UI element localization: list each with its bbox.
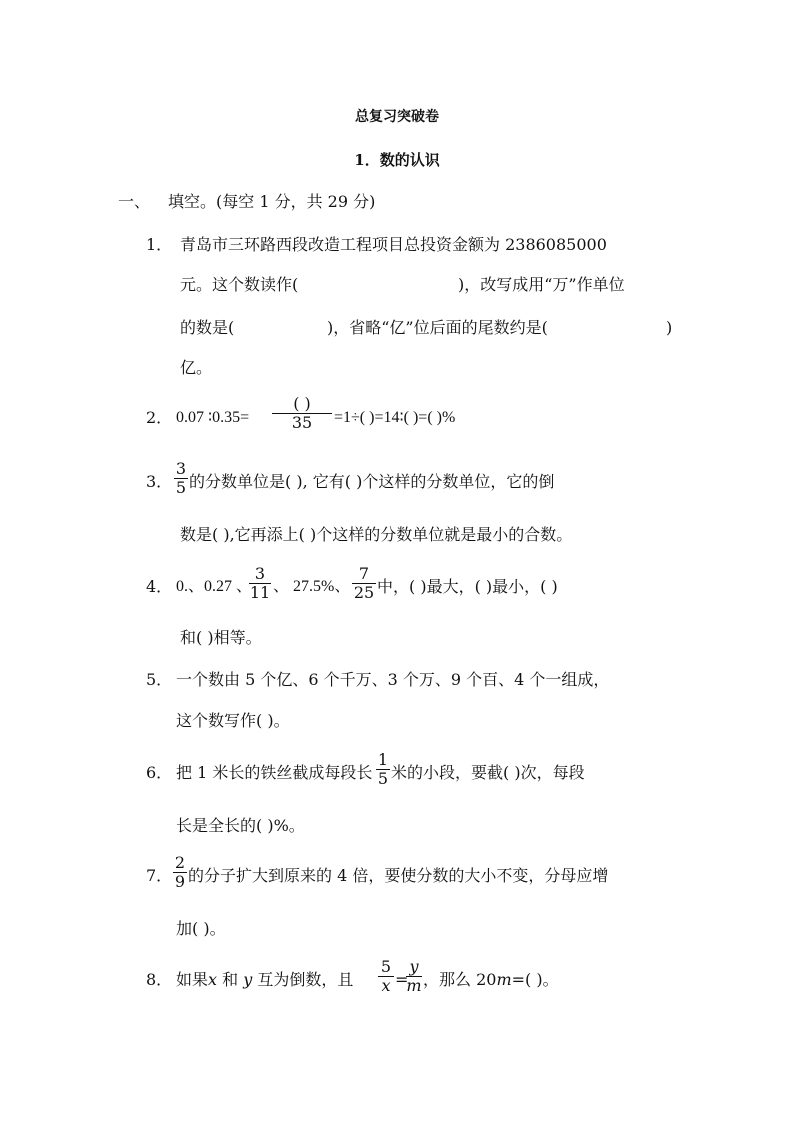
q8-var-x: x [208, 970, 218, 989]
page-title: 总复习突破卷 [355, 109, 439, 125]
q1-line3b: )，省略“亿”位后面的尾数约是( [327, 318, 548, 337]
q2-ratio: 0.07 ∶0.35= [176, 409, 250, 426]
q1-line1: 青岛市三环路西段改造工程项目总投资金额为 2386085000 [180, 235, 607, 254]
q4-fraction-2 [352, 565, 376, 602]
q2-fraction [272, 395, 332, 432]
q7-number: 7． [146, 866, 173, 885]
q6-fraction-denominator: 5 [377, 769, 389, 788]
q8-equals: = [395, 970, 409, 989]
q5-line2: 这个数写作( )。 [176, 711, 290, 730]
q4-part-c: 中，( )最大，( )最小，( ) [377, 577, 558, 596]
q8-fraction-2 [406, 958, 422, 995]
q8-fraction-1-numerator: 5 [380, 957, 392, 976]
q2-equation: =1÷( )=14∶( )=( )% [334, 409, 456, 426]
q8-fraction-2-numerator: y [409, 957, 419, 976]
q6-number: 6． [146, 763, 173, 782]
q7-fraction-numerator: 2 [174, 853, 186, 872]
q4-number: 4． [146, 577, 173, 596]
q8-fraction-1-denominator: x [378, 976, 394, 995]
q3-number: 3． [146, 472, 173, 491]
q4-fraction-1-denominator: 11 [249, 583, 271, 602]
q4-fraction-1 [249, 565, 271, 602]
q6-fraction [376, 751, 390, 788]
q7-fraction-denominator: 9 [174, 872, 186, 891]
q8-tail [423, 970, 559, 990]
q8-var-y: y [243, 970, 253, 989]
q6-part-a: 把 1 米长的铁丝截成每段长 [176, 763, 373, 782]
q4-part-a: 0.、0.27 、 [176, 578, 253, 595]
q3-fraction-denominator: 5 [175, 478, 187, 497]
q8-var-m: m [496, 970, 512, 989]
q1-line4: 亿。 [180, 358, 213, 377]
q8-fraction-2-denominator: m [406, 976, 422, 995]
q8-text [176, 970, 353, 990]
q8-part-b: 和 [217, 970, 244, 989]
q4-fraction-2-numerator: 7 [358, 564, 370, 583]
q1-line3c: ) [666, 318, 673, 337]
q8-fraction-1 [378, 958, 394, 995]
q3-line2: 数是( ),它再添上( )个这样的分数单位就是最小的合数。 [180, 525, 573, 544]
q1-number: 1． [146, 235, 173, 254]
section-heading: 填空。(每空 1 分，共 29 分) [168, 192, 376, 211]
q5-line1: 一个数由 5 个亿、6 个千万、3 个万、9 个百、4 个一组成， [176, 670, 610, 689]
q4-fraction-2-denominator: 25 [353, 583, 375, 602]
q6-part-b: 米的小段，要截( )次，每段 [391, 763, 585, 782]
q2-fraction-denominator: 35 [272, 413, 332, 432]
q1-line3a: 的数是( [180, 318, 235, 337]
q4-fraction-1-numerator: 3 [254, 564, 266, 583]
q2-fraction-numerator: ( ) [293, 394, 311, 413]
q1-line2a: 元。这个数读作( [180, 275, 299, 294]
section-label: 一、 [118, 192, 151, 211]
q2-number: 2． [146, 408, 173, 427]
q3-fraction-numerator: 3 [175, 459, 187, 478]
q8-part-c: 互为倒数，且 [252, 970, 354, 989]
q8-part-e: =( )。 [511, 970, 559, 989]
q4-line2: 和( )相等。 [180, 628, 262, 647]
q6-fraction-numerator: 1 [377, 750, 389, 769]
q3-line1: 的分数单位是( ), 它有( )个这样的分数单位，它的倒 [189, 472, 555, 491]
q7-line2: 加( )。 [176, 919, 226, 938]
q7-line1: 的分子扩大到原来的 4 倍，要使分数的大小不变，分母应增 [188, 866, 609, 885]
q8-number: 8． [146, 970, 173, 989]
q1-line2b: )，改写成用“万”作单位 [458, 275, 625, 294]
q8-part-a: 如果 [176, 970, 209, 989]
page-subtitle: 1．数的认识 [354, 151, 440, 169]
q3-fraction [174, 460, 188, 497]
q6-line2: 长是全长的( )%。 [176, 816, 305, 835]
q4-part-b: 、 27.5%、 [273, 578, 351, 595]
q7-fraction [173, 854, 187, 891]
q5-number: 5． [146, 670, 173, 689]
q8-part-d: ，那么 20 [423, 970, 497, 989]
